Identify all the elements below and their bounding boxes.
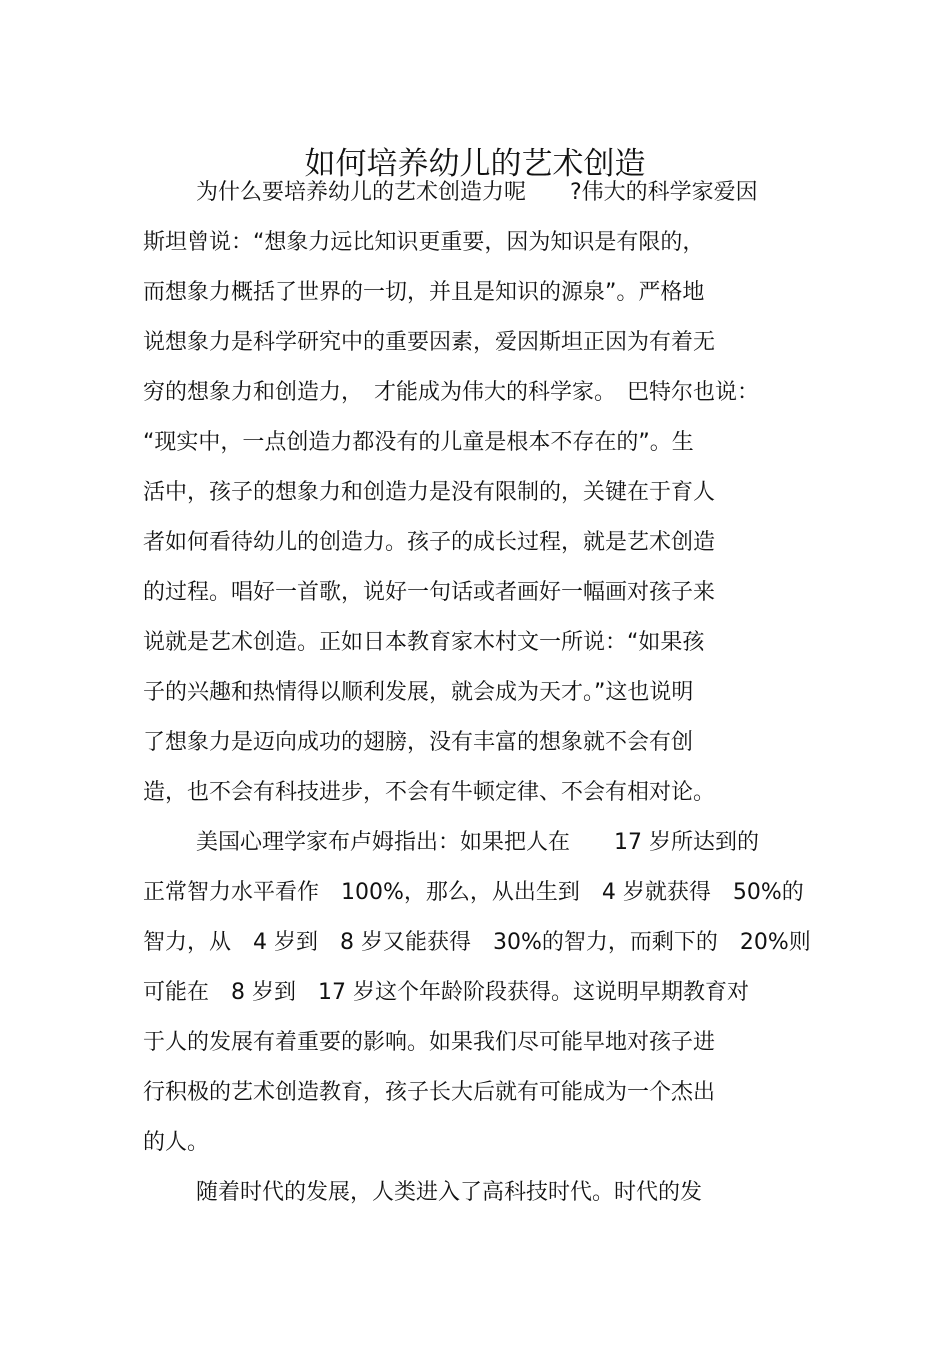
text-line: 了想象力是迈向成功的翅膀，没有丰富的想象就不会有创 bbox=[143, 730, 694, 755]
text-line: 说就是艺术创造。正如日本教育家木村文一所说：“如果孩 bbox=[143, 630, 705, 655]
document-title: 如何培养幼儿的艺术创造 bbox=[304, 145, 646, 182]
text-line: 穷的想象力和创造力， 才能成为伟大的科学家。 巴特尔也说： bbox=[143, 380, 760, 405]
text-line: 而想象力概括了世界的一切，并且是知识的源泉”。严格地 bbox=[143, 280, 705, 305]
text-line: “现实中，一点创造力都没有的儿童是根本不存在的”。生 bbox=[143, 430, 694, 455]
text-line: 于人的发展有着重要的影响。如果我们尽可能早地对孩子进 bbox=[143, 1030, 716, 1055]
text-line: 行积极的艺术创造教育，孩子长大后就有可能成为一个杰出 bbox=[143, 1080, 716, 1105]
text-line: 子的兴趣和热情得以顺利发展，就会成为天才。”这也说明 bbox=[143, 680, 694, 705]
text-line: 活中，孩子的想象力和创造力是没有限制的，关键在于育人 bbox=[143, 480, 716, 505]
text-line: 造，也不会有科技进步，不会有牛顿定律、不会有相对论。 bbox=[143, 780, 716, 805]
text-line: 的人。 bbox=[143, 1130, 210, 1155]
text-line: 者如何看待幼儿的创造力。孩子的成长过程，就是艺术创造 bbox=[143, 530, 716, 555]
text-line: 说想象力是科学研究中的重要因素，爱因斯坦正因为有着无 bbox=[143, 330, 716, 355]
text-line: 正常智力水平看作 100%，那么，从出生到 4 岁就获得 50%的 bbox=[143, 880, 804, 905]
text-line: 可能在 8 岁到 17 岁这个年龄阶段获得。这说明早期教育对 bbox=[143, 980, 749, 1005]
text-line: 随着时代的发展，人类进入了高科技时代。时代的发 bbox=[196, 1180, 703, 1205]
text-line: 智力，从 4 岁到 8 岁又能获得 30%的智力，而剩下的 20%则 bbox=[143, 930, 811, 955]
text-line: 斯坦曾说：“想象力远比知识更重要，因为知识是有限的， bbox=[143, 230, 705, 255]
text-line: 美国心理学家布卢姆指出：如果把人在 17 岁所达到的 bbox=[196, 830, 759, 855]
text-line: 的过程。唱好一首歌，说好一句话或者画好一幅画对孩子来 bbox=[143, 580, 716, 605]
text-line: 为什么要培养幼儿的艺术创造力呢 ?伟大的科学家爱因 bbox=[196, 180, 758, 205]
